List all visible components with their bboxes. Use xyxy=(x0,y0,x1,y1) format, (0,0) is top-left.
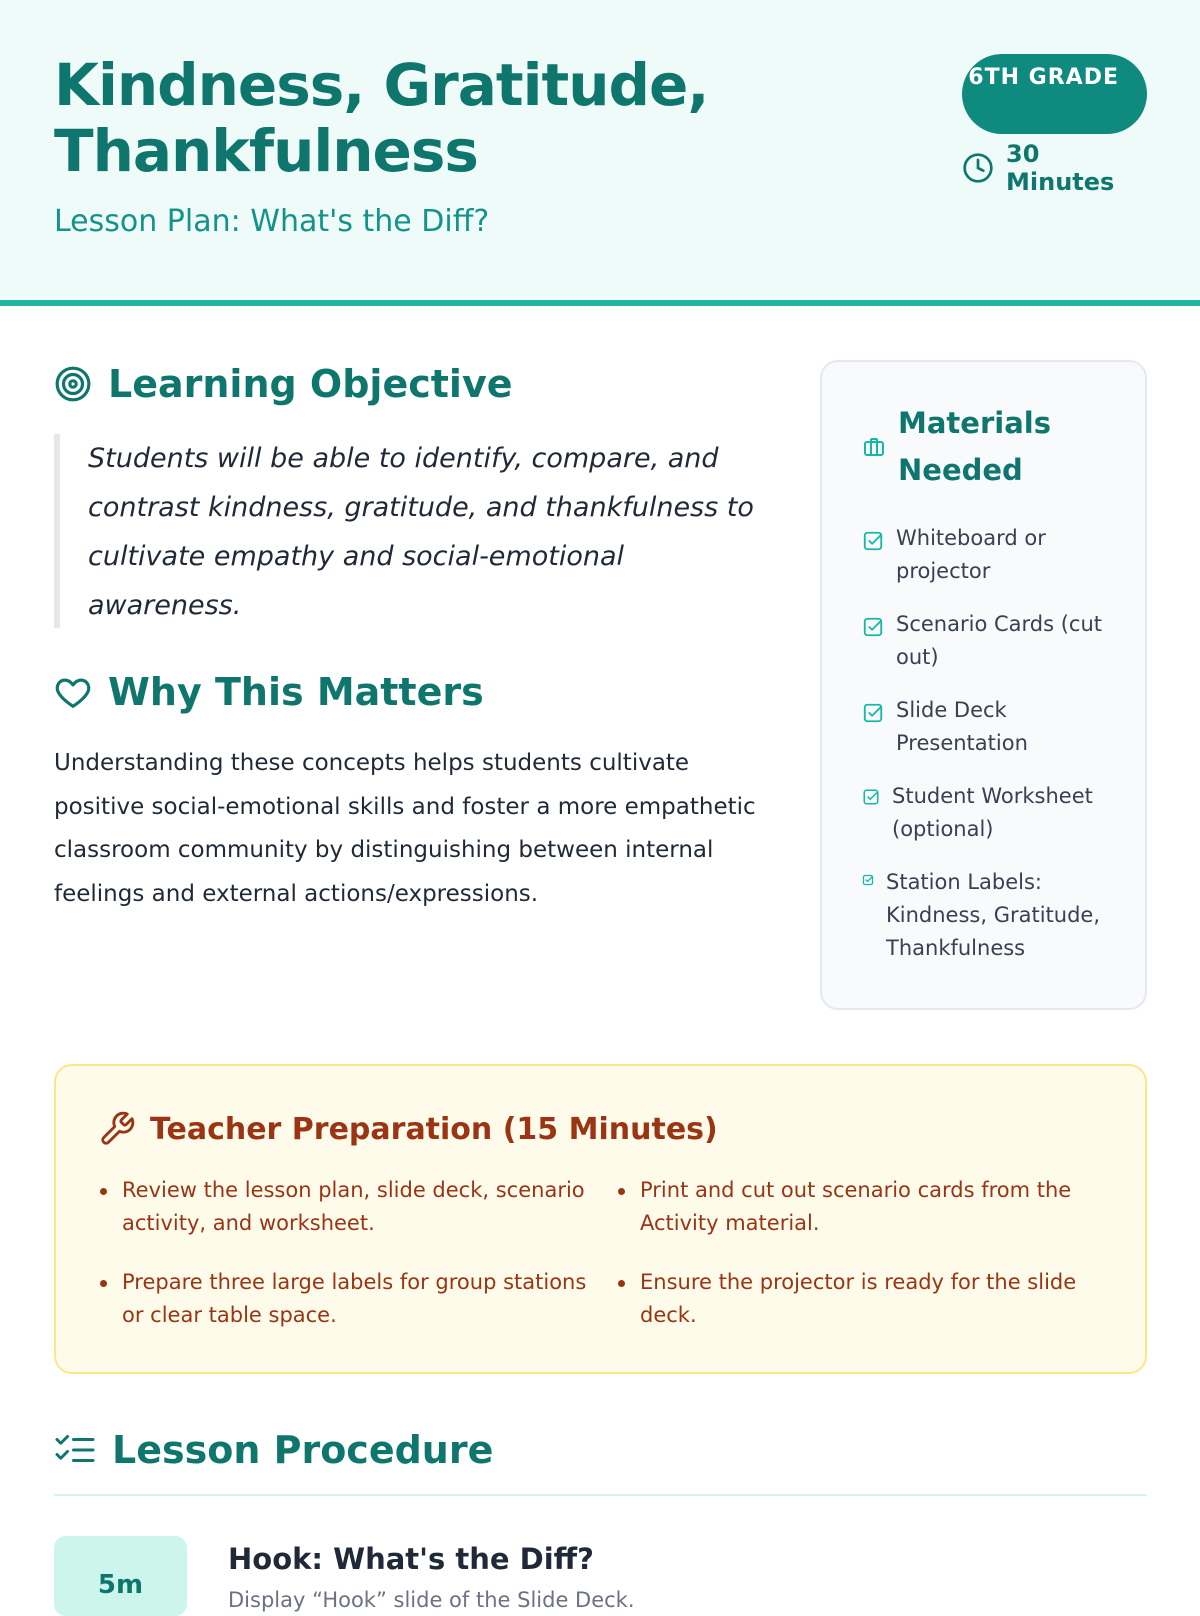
checkbox-icon xyxy=(862,788,880,806)
checkbox-icon xyxy=(862,616,884,638)
page-title: Kindness, Gratitude, Thankfulness xyxy=(54,51,709,185)
prep-item: Review the lesson plan, slide deck, scenario activity, and worksheet. xyxy=(98,1174,616,1240)
materials-item xyxy=(862,866,1122,965)
why-this-matters-heading xyxy=(54,670,484,714)
wrench-icon xyxy=(98,1110,136,1148)
section-divider xyxy=(54,1494,1147,1496)
duration-label: 30 Minutes xyxy=(1006,140,1115,196)
learning-objective-heading xyxy=(54,362,513,406)
briefcase-icon xyxy=(862,435,886,459)
why-this-matters-title: Why This Matters xyxy=(108,670,484,714)
prep-item: Prepare three large labels for group stations or clear table space. xyxy=(98,1266,616,1332)
teacher-preparation-list xyxy=(98,1174,1098,1332)
materials-title: Materials Needed xyxy=(898,406,1051,487)
checkbox-icon xyxy=(862,702,884,724)
learning-objective-text: Students will be able to identify, compare, and contrast kindness, gratitude, and thankfulness to cultivate empathy and social-emotional awareness. xyxy=(54,434,774,628)
materials-item xyxy=(862,694,1122,760)
checkbox-icon xyxy=(862,874,874,886)
step-duration-badge: 5m xyxy=(54,1536,187,1616)
materials-item xyxy=(862,522,1122,588)
materials-item-label: Whiteboard or projector xyxy=(896,526,1046,583)
checkbox-icon xyxy=(862,530,884,552)
prep-item: Print and cut out scenario cards from the Activity material. xyxy=(616,1174,1098,1240)
materials-item xyxy=(862,780,1122,846)
teacher-preparation-heading xyxy=(98,1110,718,1148)
materials-item-label: Slide Deck Presentation xyxy=(896,698,1028,755)
materials-heading xyxy=(862,400,1068,494)
materials-item-label: Student Worksheet (optional) xyxy=(892,784,1093,841)
step-title: Hook: What's the Diff? xyxy=(228,1542,594,1576)
materials-list xyxy=(862,522,1122,985)
why-this-matters-text: Understanding these concepts helps students cultivate positive social-emotional skills and foster a more empathetic classroom community by distinguishing between internal feelings and external actions/expressions. xyxy=(54,750,756,907)
teacher-preparation-title: Teacher Preparation (15 Minutes) xyxy=(150,1111,718,1147)
learning-objective-title: Learning Objective xyxy=(108,362,513,406)
target-icon xyxy=(54,365,92,403)
checklist-icon xyxy=(54,1431,96,1469)
prep-item: Ensure the projector is ready for the slide deck. xyxy=(616,1266,1098,1332)
lesson-header xyxy=(0,0,1200,306)
duration-indicator xyxy=(962,140,1147,196)
grade-badge: 6TH GRADE xyxy=(962,54,1147,134)
materials-item xyxy=(862,608,1122,674)
materials-item-label: Station Labels: Kindness, Gratitude, Thankfulness xyxy=(886,870,1101,960)
materials-item-label: Scenario Cards (cut out) xyxy=(896,612,1102,669)
lesson-procedure-heading xyxy=(54,1428,493,1472)
page-subtitle: Lesson Plan: What's the Diff? xyxy=(54,204,490,239)
teacher-preparation-card xyxy=(54,1064,1147,1374)
materials-card xyxy=(820,360,1147,1010)
clock-icon xyxy=(962,152,994,184)
step-description: Display “Hook” slide of the Slide Deck. xyxy=(228,1588,635,1612)
heart-icon xyxy=(54,673,92,711)
lesson-procedure-title: Lesson Procedure xyxy=(112,1428,494,1472)
